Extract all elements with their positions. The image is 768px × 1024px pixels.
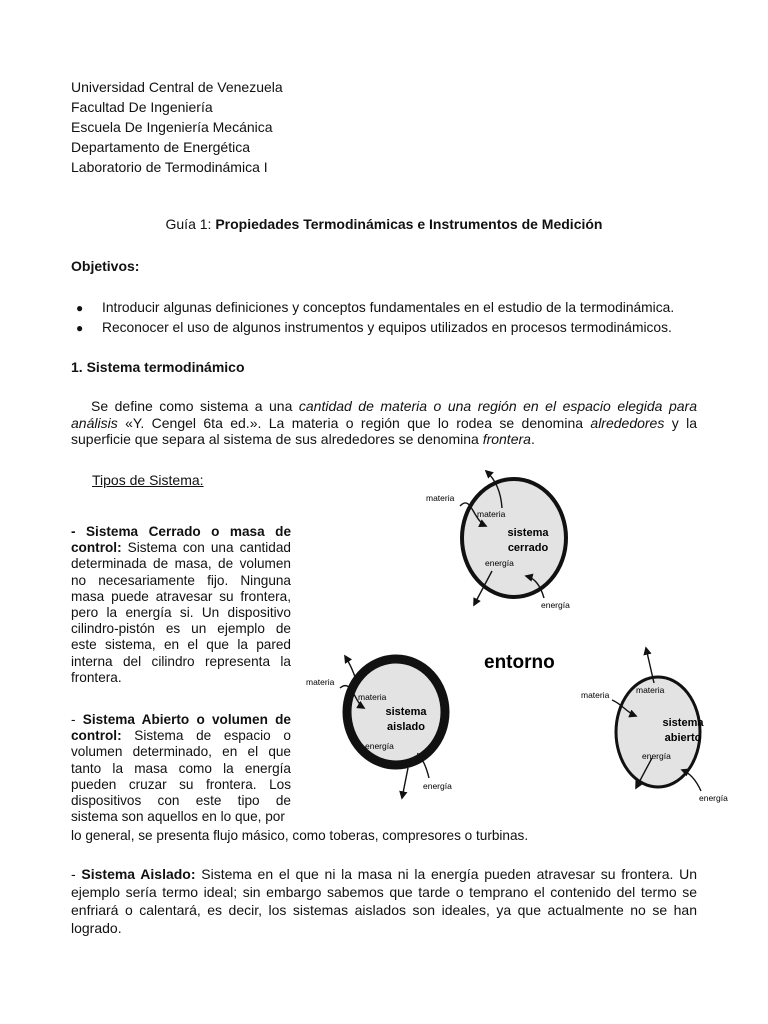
materia-label: materia [426,493,455,503]
list-item [71,298,711,318]
energia-label: energía [365,741,394,751]
guide-prefix: Guía 1: [165,216,216,232]
energia-label: energía [485,558,514,568]
materia-label: materia [636,685,665,695]
isolated-system-label: aislado [387,721,425,733]
open-system-paragraph [71,712,291,825]
list-item [71,318,711,338]
materia-label: materia [477,509,506,519]
section-heading: 1. Sistema termodinámico [71,359,245,375]
faculty-name: Facultad De Ingeniería [71,99,213,115]
objective-text: Reconocer el uso de algunos instrumentos y equipos utilizados en procesos termodinámicos. [102,320,672,335]
institution-header [71,77,571,177]
bullet-icon: ● [76,301,84,315]
open-system-tail: lo general, se presenta flujo másico, como toberas, compresores o turbinas. [71,828,529,843]
department-name: Departamento de Energética [71,139,250,155]
system-types-heading: Tipos de Sistema: [92,472,204,488]
open-system-title: Sistema Abierto o volumen de control: [71,712,291,744]
materia-arrow [345,656,356,680]
closed-system-paragraph [71,524,291,686]
def-text-d: alrededores [590,414,665,431]
definition-paragraph [71,398,697,448]
energia-label: energía [642,751,671,761]
def-text-e: y la superficie que separa al sistema de sus alrededores se denomina [71,414,697,447]
isolated-system-paragraph [71,865,697,937]
laboratory-name: Laboratorio de Termodinámica I [71,159,268,175]
isolated-system-text: Sistema en el que ni la masa ni la energía pueden atravesar su frontera. Un ejemplo sería termo ideal; sin embargo sabemos que tarde o temprano el contenido del termo se enfriará o calentará, es decir, los sistemas aislados son ideales, ya que actualmente no se han logrado. [71,866,697,936]
isolated-system-dash: - [71,866,82,882]
bullet-icon: ● [76,321,84,335]
def-text-b: cantidad de materia o una región en el espacio elegida para análisis [71,398,697,431]
objectives-heading: Objetivos: [71,258,140,274]
objectives-list [71,298,711,338]
open-system-dash: - [71,712,83,727]
system-types-figure [296,468,768,818]
def-text-f: frontera [482,431,531,447]
energia-label: energía [423,781,452,791]
isolated-system-label: sistema [385,706,427,718]
closed-system-title: - Sistema Cerrado o masa de control: [71,524,291,556]
guide-title [0,216,768,233]
open-system-diagram [581,648,728,803]
def-text-g: . [530,431,535,447]
materia-label: materia [306,677,335,687]
isolated-system-title: Sistema Aislado: [81,866,196,882]
closed-system-text: Sistema con una cantidad determinada de masa, de volumen no necesariamente fijo. Ninguna masa puede atravesar su frontera, pero la energía si. Un dispositivo cilindro-pistón es un ejemplo de este sistema, en el que la pared interna del cilindro representa la frontera. [71,540,291,685]
materia-label: materia [581,690,610,700]
open-system-text: Sistema de espacio o volumen determinado, en el que tanto la masa como la energía pueden cruzar su frontera. Los dispositivos con este tipo de sistema son aquellos en lo que, por [71,728,291,825]
def-text-c: «Y. Cengel 6ta ed.». La materia o región que lo rodea se denomina [117,414,591,431]
isolated-system-diagram [306,656,452,798]
guide-title-text: Propiedades Termodinámicas e Instrumentos de Medición [215,216,603,232]
school-name: Escuela De Ingeniería Mecánica [71,119,273,135]
closed-system-label: sistema [507,527,549,539]
university-name: Universidad Central de Venezuela [71,79,283,95]
def-text-a: Se define como sistema a una [91,398,299,414]
open-system-label: sistema [662,717,704,729]
closed-system-diagram [426,471,570,610]
open-system-label: abierto [664,732,702,744]
objective-text: Introducir algunas definiciones y conceptos fundamentales en el estudio de la termodinámica. [102,300,675,315]
materia-label: materia [358,692,387,702]
surroundings-label: entorno [484,652,555,673]
energia-arrow [402,768,408,798]
energia-label: energía [699,793,728,803]
closed-system-label: cerrado [507,542,549,554]
energia-label: energía [541,600,570,610]
